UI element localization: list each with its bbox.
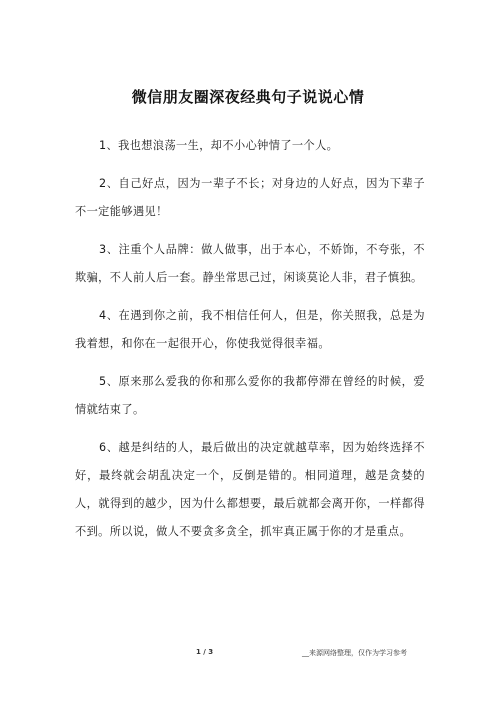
source-note: __来源网络整理，仅作为学习参考 <box>302 649 407 657</box>
paragraph-4: 4、在遇到你之前，我不相信任何人，但是，你关照我，总是为我着想，和你在一起很开心，你使我觉得很幸福。 <box>75 309 425 350</box>
document-title: 微信朋友圈深夜经典句子说说心情 <box>131 88 365 106</box>
paragraph-1: 1、我也想浪荡一生，却不小心钟情了一个人。 <box>99 139 339 152</box>
paragraph-6: 6、越是纠结的人，最后做出的决定就越草率，因为始终选择不好，最终就会胡乱决定一个，反倒是错的。相同道理，越是贪婪的人，就得到的越少，因为什么都想要，最后就都会离开你，一样都得不到。所以说，做人不要贪多贪全，抓牢真正属于你的才是重点。 <box>75 441 425 538</box>
paragraph-5: 5、原来那么爱我的你和那么爱你的我都停滞在曾经的时候，爱情就结束了。 <box>75 375 425 416</box>
paragraph-3: 3、注重个人品牌：做人做事，出于本心，不娇饰，不夸张，不欺骗，不人前人后一套。静坐常思己过，闲谈莫论人非，君子慎独。 <box>75 243 425 284</box>
document-body <box>75 132 425 556</box>
paragraph-2: 2、自己好点，因为一辈子不长；对身边的人好点，因为下辈子不一定能够遇见！ <box>75 177 425 218</box>
page-number: 1 / 3 <box>196 648 214 656</box>
